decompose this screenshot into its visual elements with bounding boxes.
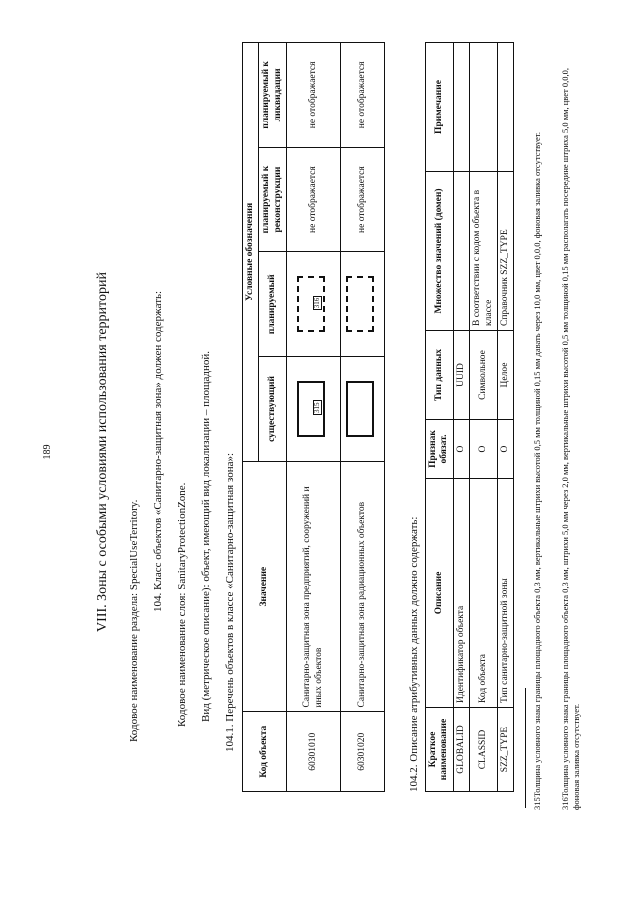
th-short: Краткое наименование [426, 708, 454, 792]
cell-value: Санитарно-защитная зона радиационных объектов [341, 461, 385, 712]
cell-desc: Тип санитарно-защитной зоны [497, 479, 513, 708]
th-req: Признак обязат. [426, 420, 454, 479]
cell-existing [341, 357, 385, 462]
layer-code: Кодовое наименование слоя: SanitaryProtectionZone. [176, 482, 188, 727]
cell-short: SZZ_TYPE [497, 708, 513, 792]
cell-planned [341, 252, 385, 357]
footnote-ref: 315 [313, 402, 322, 413]
cell-desc: Идентификатор объекта [453, 479, 469, 708]
metric-description: Вид (метрическое описание): объект, имеющий вид локализации – площадной. [200, 350, 212, 722]
cell-note [470, 43, 498, 172]
solid-boundary-symbol [297, 381, 325, 437]
cell-code: 60301010 [287, 712, 341, 792]
th-type: Тип данных [426, 331, 454, 420]
table-row [287, 43, 341, 792]
cell-note [497, 43, 513, 172]
cell-domain: Справочник SZZ_TYPE [497, 172, 513, 331]
cell-domain [453, 172, 469, 331]
cell-reconstruction: не отображается [341, 147, 385, 252]
cell-reconstruction: не отображается [287, 147, 341, 252]
cell-type: Символьное [470, 331, 498, 420]
footnote-316: 316Толщина условного знака границы площадного объекта 0,3 мм, штрихи 5,0 мм через 2,0 мм, вертикальные штрихи высотой 0,5 мм толщиной 0,15 мм располагать посередине штриха 5,0 мм, цвет 0,0,0, фоновая заливка отсутствует. [560, 68, 581, 810]
th-domain: Множество значений (домен) [426, 172, 454, 331]
table-row [497, 43, 513, 792]
footnote-315: 315Толщина условного знака границы площадного объекта 0,3 мм, вертикальные штрихи высотой 0,5 мм толщиной 0,15 мм давать через 10,0 мм, цвет 0,0,0, фоновая заливка отсутствует. [532, 132, 542, 810]
list-heading: 104.1. Перечень объектов в классе «Санитарно-защитная зона»: [224, 452, 236, 752]
attr-heading: 104.2. Описание атрибутивных данных должно содержать: [408, 516, 420, 792]
cell-domain: В соответствии с кодом объекта в классе [470, 172, 498, 331]
class-heading: 104. Класс объектов «Санитарно-защитная зона» должен содержать: [152, 290, 164, 612]
th-planned: планируемый [259, 252, 287, 357]
solid-boundary-symbol [346, 381, 374, 437]
cell-req: О [470, 420, 498, 479]
footnote-ref: 316 [313, 297, 322, 309]
footnote-separator [525, 688, 526, 808]
th-symbols: Условные обозначения [243, 43, 259, 462]
th-note: Примечание [426, 43, 454, 172]
cell-req: О [497, 420, 513, 479]
cell-note [453, 43, 469, 172]
attributes-table [425, 42, 514, 792]
cell-planned [287, 252, 341, 357]
rotated-content [20, 22, 620, 882]
table-row [453, 43, 469, 792]
th-reconstruction: планируемый к реконструкции [259, 147, 287, 252]
th-existing: существующий [259, 357, 287, 462]
cell-liquidation: не отображается [287, 43, 341, 148]
th-code: Код объекта [243, 712, 287, 792]
th-value: Значение [243, 461, 287, 712]
cell-type: Целое [497, 331, 513, 420]
cell-type: UUID [453, 331, 469, 420]
table-row [470, 43, 498, 792]
section-code: Кодовое наименование раздела: SpecialUseTerritory. [128, 499, 140, 742]
cell-req: О [453, 420, 469, 479]
dashed-boundary-symbol [297, 276, 325, 332]
dashed-boundary-symbol [346, 276, 374, 332]
cell-desc: Код объекта [470, 479, 498, 708]
cell-value: Санитарно-защитная зона предприятий, сооружений и иных объектов [287, 461, 341, 712]
th-liquidation: планируемый к ликвидации [259, 43, 287, 148]
cell-liquidation: не отображается [341, 43, 385, 148]
objects-table [242, 42, 385, 792]
cell-short: CLASSID [470, 708, 498, 792]
cell-code: 60301020 [341, 712, 385, 792]
table-row [341, 43, 385, 792]
section-title: VIII. Зоны с особыми условиями использования территорий [95, 272, 110, 632]
cell-short: GLOBALID [453, 708, 469, 792]
page-number: 189 [42, 444, 53, 460]
cell-existing [287, 357, 341, 462]
th-desc: Описание [426, 479, 454, 708]
